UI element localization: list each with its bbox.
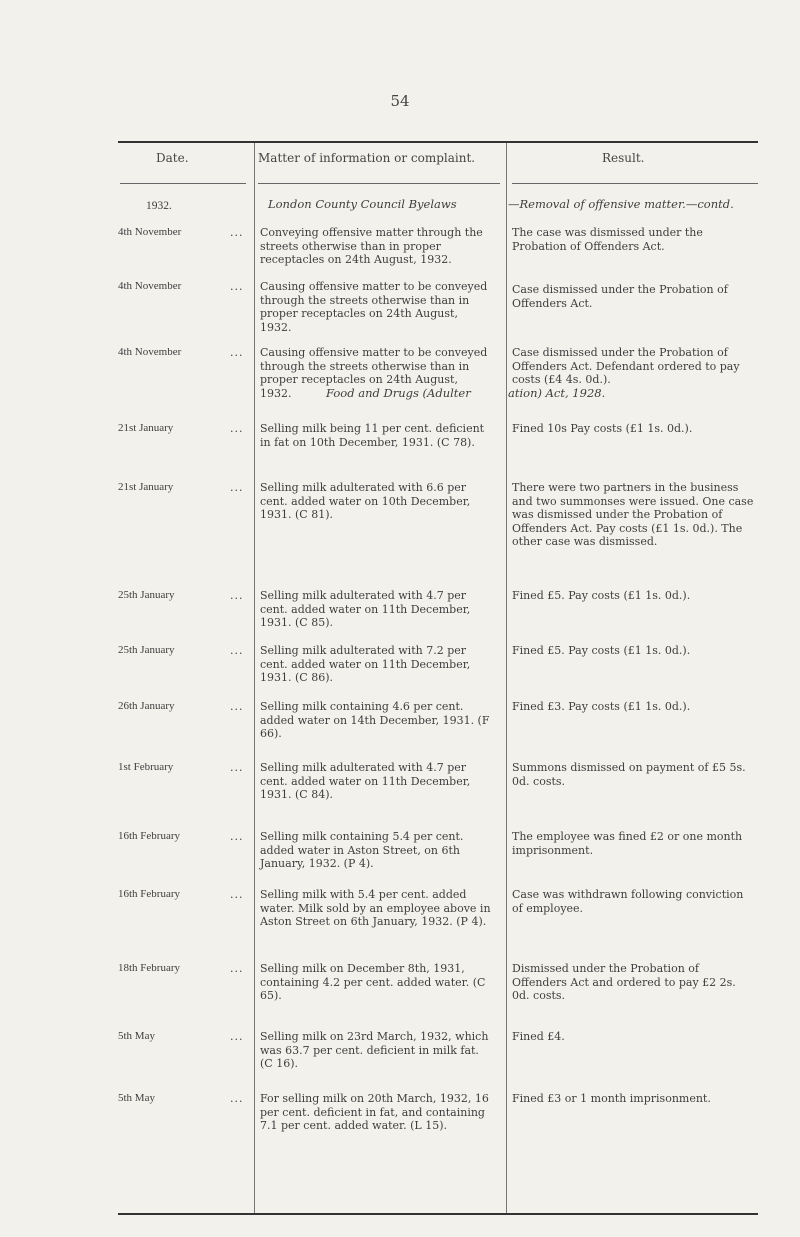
section-title-left: London County Council Byelaws — [268, 197, 457, 211]
row-dots: ... — [230, 830, 244, 843]
row-matter: Selling milk adulterated with 6.6 per cent. added water on 10th December, 1931. (C 81). — [260, 481, 471, 521]
top-rule — [118, 141, 758, 143]
row-result: Dismissed under the Probation of Offenders Act and ordered to pay £2 2s. 0d. costs. — [512, 962, 736, 1002]
row-result: Fined £5. Pay costs (£1 1s. 0d.). — [512, 644, 691, 657]
row-dots: ... — [230, 761, 244, 774]
row-result: The case was dismissed under the Probation of Offenders Act. — [512, 226, 703, 253]
row-dots: ... — [230, 1030, 244, 1043]
row-result: Summons dismissed on payment of £5 5s. 0d. costs. — [512, 761, 746, 788]
row-date: 25th January — [118, 644, 175, 656]
row-dots: ... — [230, 700, 244, 713]
row-matter: Selling milk being 11 per cent. deficient in fat on 10th December, 1931. (C 78). — [260, 422, 485, 449]
row-matter: Selling milk containing 4.6 per cent. added water on 14th December, 1931. (F 66). — [260, 700, 490, 740]
row-date: 16th February — [118, 888, 181, 900]
section-title-right: —Removal of offensive matter.—contd. — [508, 197, 734, 211]
row-result: Fined £5. Pay costs (£1 1s. 0d.). — [512, 589, 691, 602]
row-date: 21st January — [118, 422, 174, 434]
row-date: 25th January — [118, 589, 175, 601]
row-matter: Selling milk adulterated with 4.7 per cent. added water on 11th December, 1931. (C 85). — [260, 589, 471, 629]
row-matter: Causing offensive matter to be conveyed through the streets otherwise than in proper receptacles on 24th August, 1932. — [260, 346, 488, 400]
section2-title-left: Food and Drugs (Adulter — [326, 386, 471, 400]
row-result: Fined 10s Pay costs (£1 1s. 0d.). — [512, 422, 693, 435]
row-dots: ... — [230, 422, 244, 435]
row-result: Fined £3 or 1 month imprisonment. — [512, 1092, 711, 1105]
row-dots: ... — [230, 226, 244, 239]
row-matter: Selling milk adulterated with 7.2 per cent. added water on 11th December, 1931. (C 86). — [260, 644, 471, 684]
row-result: Case was withdrawn following conviction of employee. — [512, 888, 744, 915]
row-result: Case dismissed under the Probation of Offenders Act. Defendant ordered to pay costs (£4 4s. 0d.). — [512, 346, 740, 386]
section-year: 1932. — [146, 200, 172, 212]
row-matter: Causing offensive matter to be conveyed through the streets otherwise than in proper receptacles on 24th August, 1932. — [260, 280, 488, 334]
row-dots: ... — [230, 481, 244, 494]
row-dots: ... — [230, 280, 244, 293]
row-date: 18th February — [118, 962, 181, 974]
row-result: Fined £3. Pay costs (£1 1s. 0d.). — [512, 700, 691, 713]
row-dots: ... — [230, 962, 244, 975]
row-result: Fined £4. — [512, 1030, 565, 1043]
row-date: 16th February — [118, 830, 181, 842]
row-date: 26th January — [118, 700, 175, 712]
row-date: 5th May — [118, 1092, 155, 1104]
page-number: 54 — [390, 92, 410, 110]
column-divider-2 — [506, 143, 507, 1213]
row-dots: ... — [230, 1092, 244, 1105]
row-matter: Selling milk containing 5.4 per cent. added water in Aston Street, on 6th January, 1932. (P 4). — [260, 830, 464, 870]
row-date: 4th November — [118, 346, 182, 358]
row-dots: ... — [230, 644, 244, 657]
row-matter: Selling milk with 5.4 per cent. added water. Milk sold by an employee above in Aston Street on 6th January, 1932. (P 4). — [260, 888, 491, 928]
header-matter: Matter of information or complaint. — [258, 151, 476, 165]
row-matter: Selling milk on 23rd March, 1932, which was 63.7 per cent. deficient in milk fat. (C 16). — [260, 1030, 489, 1070]
header-rule-result — [512, 183, 758, 184]
header-rule-matter — [258, 183, 500, 184]
header-rule-date — [120, 183, 246, 184]
row-date: 4th November — [118, 226, 182, 238]
section2-title-right: ation) Act, 1928. — [508, 386, 606, 400]
row-date: 1st February — [118, 761, 174, 773]
row-date: 5th May — [118, 1030, 155, 1042]
bottom-rule — [118, 1213, 758, 1215]
header-result: Result. — [602, 151, 645, 165]
row-result: Case dismissed under the Probation of Offenders Act. — [512, 283, 728, 310]
row-result: The employee was fined £2 or one month imprisonment. — [512, 830, 743, 857]
row-date: 4th November — [118, 280, 182, 292]
row-matter: Selling milk adulterated with 4.7 per cent. added water on 11th December, 1931. (C 84). — [260, 761, 471, 801]
column-divider-1 — [254, 143, 255, 1213]
row-matter: Selling milk on December 8th, 1931, containing 4.2 per cent. added water. (C 65). — [260, 962, 486, 1002]
row-dots: ... — [230, 888, 244, 901]
row-matter: Conveying offensive matter through the streets otherwise than in proper receptacles on 24th August, 1932. — [260, 226, 483, 266]
row-dots: ... — [230, 589, 244, 602]
row-dots: ... — [230, 346, 244, 359]
row-date: 21st January — [118, 481, 174, 493]
row-result: There were two partners in the business and two summonses were issued. One case was dismissed under the Probation of Offenders Act. Pay costs (£1 1s. 0d.). The other case was dismissed. — [512, 481, 754, 548]
header-date: Date. — [156, 151, 189, 165]
row-matter: For selling milk on 20th March, 1932, 16 per cent. deficient in fat, and containing 7.1 per cent. added water. (L 15). — [260, 1092, 489, 1132]
